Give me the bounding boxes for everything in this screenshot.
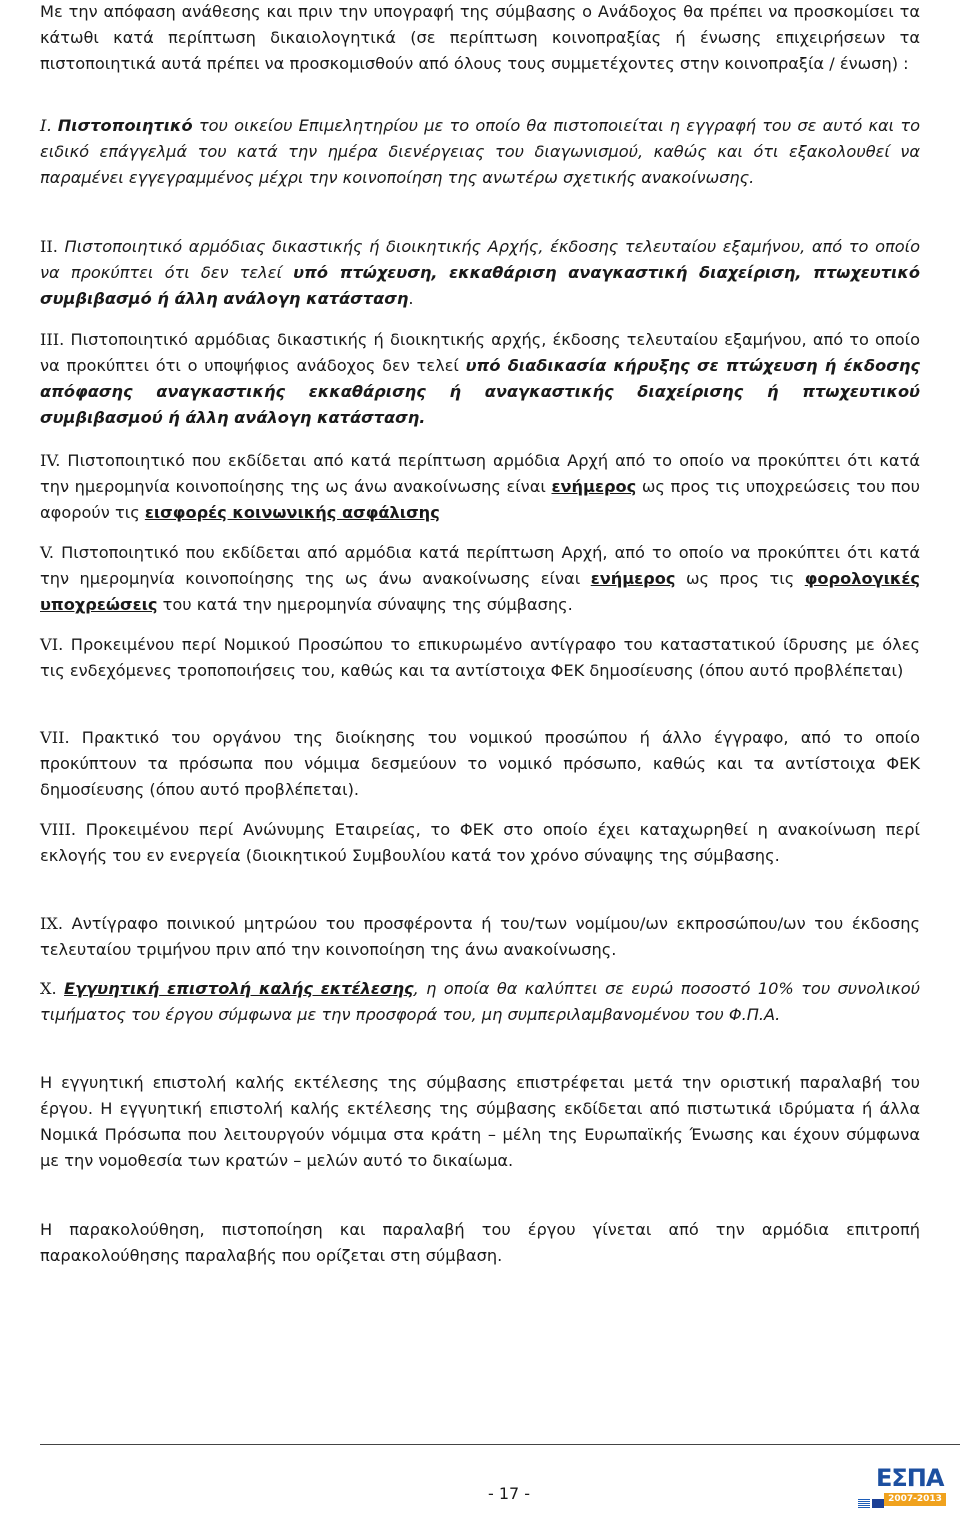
espa-logo-text: ΕΣΠΑ (876, 1464, 944, 1492)
espa-logo-years: 2007-2013 (884, 1493, 946, 1506)
item-ii-bold: υπό πτώχευση, εκκαθάριση αναγκαστική διαχείριση, πτωχευτικό συμβιβασμό ή άλλη ανάλογη κατάσταση (40, 263, 920, 308)
item-v-bold2: φορολογικές υποχρεώσεις (40, 569, 920, 614)
item-x-bold: Εγγυητική επιστολή καλής εκτέλεσης (64, 979, 414, 998)
greek-flag-icon (858, 1499, 870, 1508)
item-ix (40, 911, 920, 963)
item-i-text: του οικείου Επιμελητηρίου με το οποίο θα πιστοποιείται η εγγραφή του σε αυτό και το ειδικό επάγγελμά του κατά την ημέρα διενέργειας του διαγωνισμού, καθώς και ότι εξακολουθεί να παραμένει εγγεγραμμένος μέχρι την κοινοποίηση της ανωτέρω σχετικής ανακοίνωσης. (40, 116, 920, 187)
item-ii-number: II. (40, 237, 58, 256)
eu-flag-icon (872, 1499, 884, 1508)
espa-logo (858, 1463, 946, 1513)
item-vii-number: VII. (40, 728, 70, 747)
item-iv-bold2: εισφορές κοινωνικής ασφάλισης (144, 503, 440, 522)
item-i-bold: Πιστοποιητικό (57, 116, 193, 135)
item-i (40, 113, 920, 191)
item-vii (40, 725, 920, 803)
item-iii-bold: υπό διαδικασία κήρυξης σε πτώχευση ή έκδοσης απόφασης αναγκαστικής εκκαθάρισης ή αναγκαστικής διαχείρισης ή πτωχευτικού συμβιβασμού ή άλλη ανάλογη κατάσταση. (40, 356, 920, 427)
item-v-text: Πιστοποιητικό που εκδίδεται από αρμόδια κατά περίπτωση Αρχή, από το οποίο να προκύπτει ότι κατά την ημερομηνία κοινοποίησης της ως άνω ανακοίνωσης είναι (40, 543, 920, 588)
item-ix-number: IX. (40, 914, 64, 933)
item-iii-text: Πιστοποιητικό αρμόδιας δικαστικής ή διοικητικής αρχής, έκδοσης τελευταίου εξαμήνου, από το οποίο να προκύπτει ότι ο υποψήφιος ανάδοχος δεν τελεί (40, 330, 920, 375)
item-v-text2: ως προς τις (675, 569, 805, 588)
item-vi-number: VI. (40, 635, 64, 654)
item-ii (40, 234, 920, 312)
item-vi-text: Προκειμένου περί Νομικού Προσώπου το επικυρωμένο αντίγραφο του καταστατικού ίδρυσης με όλες τις ενδεχόμενες τροποποιήσεις του, καθώς και τα αντίστοιχα ΦΕΚ δημοσίευσης (όπου αυτό προβλέπεται) (40, 635, 920, 680)
item-vii-text: Πρακτικό του οργάνου της διοίκησης του νομικού προσώπου ή άλλο έγγραφο, από το οποίο προκύπτουν τα πρόσωπα που νόμιμα δεσμεύουν το νομικό πρόσωπο, καθώς και τα αντίστοιχα ΦΕΚ δημοσίευσης (όπου αυτό προβλέπεται). (40, 728, 920, 799)
item-ix-text: Αντίγραφο ποινικού μητρώου του προσφέροντα ή του/των νομίμου/ων εκπροσώπου/ων του έκδοσης τελευταίου τριμήνου πριν από την κοινοποίηση της άνω ανακοίνωσης. (40, 914, 920, 959)
item-iv (40, 448, 920, 526)
item-viii-text: Προκειμένου περί Ανώνυμης Εταιρείας, το ΦΕΚ στο οποίο έχει καταχωρηθεί η ανακοίνωση περί εκλογής του εν ενεργεία (διοικητικού Συμβουλίου κατά τον χρόνο σύναψης της σύμβασης. (40, 820, 920, 865)
item-viii (40, 817, 920, 869)
item-x-number: X. (40, 979, 57, 998)
item-ii-text: Πιστοποιητικό αρμόδιας δικαστικής ή διοικητικής Αρχής, έκδοσης τελευταίου εξαμήνου, από το οποίο να προκύπτει ότι δεν τελεί (40, 237, 921, 282)
guarantee-paragraph: Η εγγυητική επιστολή καλής εκτέλεσης της σύμβασης επιστρέφεται μετά την οριστική παραλαβή του έργου. Η εγγυητική επιστολή καλής εκτέλεσης της σύμβασης εκδίδεται από πιστωτικά ιδρύματα ή άλλα Νομικά Πρόσωπα που λειτουργούν νόμιμα στα κράτη – μέλη της Ευρωπαϊκής Ένωσης και έχουν σύμφωνα με την νομοθεσία των κρατών – μελών αυτό το δικαίωμα. (40, 1073, 920, 1170)
item-v-number: V. (40, 543, 55, 562)
item-iv-text: Πιστοποιητικό που εκδίδεται από κατά περίπτωση αρμόδια Αρχή από το οποίο να προκύπτει ότι κατά την ημερομηνία κοινοποίησης της ως άνω ανακοίνωσης είναι (40, 451, 920, 496)
item-vi (40, 632, 920, 684)
item-iv-number: IV. (40, 451, 61, 470)
footer-divider (40, 1444, 960, 1445)
item-v (40, 540, 920, 618)
item-ii-end: . (408, 289, 414, 308)
item-i-number: I. (40, 116, 52, 135)
item-x (40, 976, 920, 1028)
item-v-bold1: ενήμερος (590, 569, 676, 588)
item-iv-text2: ως προς τις υποχρεώσεις του που αφορούν τις (40, 477, 920, 522)
page-number: - 17 - (488, 1484, 531, 1503)
monitoring-paragraph: Η παρακολούθηση, πιστοποίηση και παραλαβή του έργου γίνεται από την αρμόδια επιτροπή παρακολούθησης παραλαβής που ορίζεται στη σύμβαση. (40, 1220, 920, 1265)
item-iii-number: III. (40, 330, 65, 349)
item-viii-number: VIII. (40, 820, 77, 839)
item-iii (40, 327, 920, 431)
item-iv-bold1: ενήμερος (551, 477, 637, 496)
item-v-text3: του κατά την ημερομηνία σύναψης της σύμβασης. (157, 595, 573, 614)
intro-paragraph: Με την απόφαση ανάθεσης και πριν την υπογραφή της σύμβασης ο Ανάδοχος θα πρέπει να προσκομίσει τα κάτωθι κατά περίπτωση δικαιολογητικά (σε περίπτωση κοινοπραξίας ή ένωσης επιχειρήσεων τα πιστοποιητικά αυτά πρέπει να προσκομισθούν από όλους τους συμμετέχοντες στην κοινοπραξία / ένωση) : (40, 2, 920, 73)
item-x-text: , η οποία θα καλύπτει σε ευρώ ποσοστό 10% του συνολικού τιμήματος του έργου σύμφωνα με την προσφορά του, μη συμπεριλαμβανομένου του Φ.Π.Α. (40, 979, 920, 1024)
